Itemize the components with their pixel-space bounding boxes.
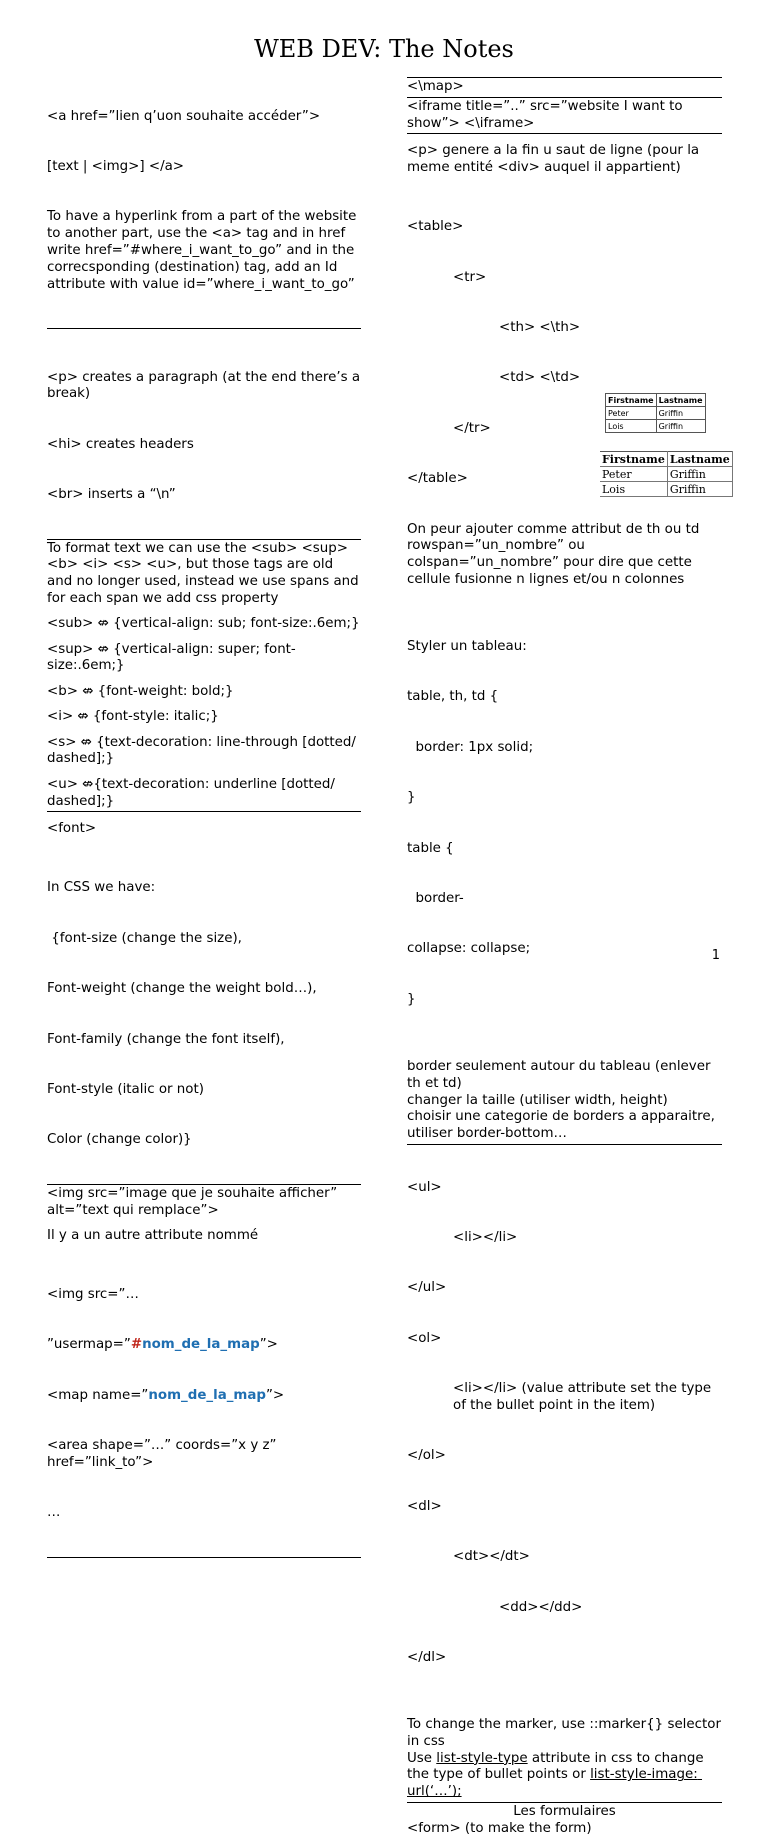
text-line: <br> inserts a “\n” <box>47 487 176 503</box>
table-cell: Griffin <box>656 407 705 420</box>
table-cell: Griffin <box>667 482 732 497</box>
table-cell: Lois <box>606 420 657 433</box>
text-line: Font-family (change the font itself), <box>47 1031 285 1047</box>
table-header: Lastname <box>656 394 705 407</box>
hyperlink-note <box>47 75 361 327</box>
page-title: WEB DEV: The Notes <box>254 35 514 63</box>
text-line: <hi> creates headers <box>47 436 194 452</box>
text-line: <tr> <box>453 269 487 285</box>
text-line: To have a hyperlink from a part of the website to another part, use the <a> tag and in href write href=”#where_i_want_to_go” and in the correcsponding (destination) tag, add an Id attribute with value id=”where_i_want_to_go” <box>47 209 361 292</box>
italic-note: <i> ⇎ {font-style: italic;} <box>47 709 219 725</box>
text-line: <p> creates a paragraph (at the end there’s a break) <box>47 369 365 402</box>
p-note: <p> genere a la fin u saut de ligne (pour la meme entité <div> auquel il appartient) <box>407 143 704 176</box>
table-example-bordered <box>605 393 706 433</box>
text-line: <ol> <box>407 1330 442 1346</box>
divider <box>47 811 361 812</box>
text-line: <td> <\td> <box>499 370 581 386</box>
rowspan-note: On peur ajouter comme attribut de th ou td rowspan=”un_nombre” ou colspan=”un_nombre” pour dire que cette cellule fusionne n lignes et/ou n colonnes <box>407 521 704 587</box>
text-line: Font-weight (change the weight bold…), <box>47 981 317 997</box>
text-line: border- <box>407 891 464 907</box>
text-line: <ul> <box>407 1179 442 1195</box>
underline-note: <u> ⇎{text-decoration: underline [dotted/ dashed];} <box>47 776 340 809</box>
text-line: } <box>407 790 416 806</box>
sup-note: <sup> ⇎ {vertical-align: super; font-size:.6em;} <box>47 641 296 674</box>
text-line: Color (change color)} <box>47 1132 192 1148</box>
divider <box>407 1802 722 1803</box>
paragraph-note <box>47 336 365 538</box>
table-example-collapsed <box>600 451 733 497</box>
text-line: … <box>47 1505 61 1521</box>
divider <box>47 1557 361 1558</box>
table-header: Lastname <box>667 452 732 467</box>
text-line: <li></li> (value attribute set the type of the bullet point in the item) <box>453 1381 716 1413</box>
text-line: <map name=”nom_de_la_map”> <box>47 1387 285 1403</box>
table-cell: Lois <box>600 482 667 497</box>
table-cell: Peter <box>600 467 667 482</box>
text-line: </ol> <box>407 1448 446 1464</box>
text-line: </tr> <box>453 420 491 436</box>
styler-code <box>407 606 597 1043</box>
text-line: ”usermap=”#nom_de_la_map”> <box>47 1337 278 1353</box>
text-line: </ul> <box>407 1280 447 1296</box>
iframe-note: <iframe title=”..” src=”website I want to show”> <\iframe> <box>407 98 687 131</box>
font-tag: <font> <box>47 821 97 837</box>
table-cell: Peter <box>606 407 657 420</box>
table-cell: Griffin <box>656 420 705 433</box>
list-style-note: Use list-style-type attribute in css to change the type of bullet points or list-style-image: url(‘…’); <box>407 1750 708 1800</box>
text-line: </dl> <box>407 1649 447 1665</box>
text-line: In CSS we have: <box>47 880 156 896</box>
table-header: Firstname <box>600 452 667 467</box>
divider <box>47 328 361 329</box>
text-line: } <box>407 991 416 1007</box>
text-line: <area shape=”…” coords=”x y z” href=”link_to”> <box>47 1438 281 1470</box>
text-line: <a href=”lien q’uon souhaite accéder”> <box>47 108 321 124</box>
autre-note: Il y a un autre attribute nommé <box>47 1227 259 1243</box>
section-heading-formulaires: Les formulaires <box>513 1804 616 1820</box>
map-close: <\map> <box>407 79 464 94</box>
text-line: Font-style (italic or not) <box>47 1081 204 1097</box>
divider <box>407 1144 722 1145</box>
img-note: <img src=”image que je souhaite afficher” alt=”text qui remplace”> <box>47 1185 342 1218</box>
bold-note: <b> ⇎ {font-weight: bold;} <box>47 683 234 699</box>
text-line: Styler un tableau: <box>407 639 527 655</box>
divider <box>407 77 722 78</box>
text-line: table { <box>407 840 454 856</box>
table-header: Firstname <box>606 394 657 407</box>
strike-note: <s> ⇎ {text-decoration: line-through [dotted/ dashed];} <box>47 734 361 767</box>
form-note: <form> (to make the form) <box>407 1820 592 1836</box>
sub-note: <sub> ⇎ {vertical-align: sub; font-size:.6em;} <box>47 616 360 632</box>
text-line: <img src=”… <box>47 1286 139 1302</box>
divider <box>407 97 722 98</box>
text-line: collapse: collapse; <box>407 941 531 957</box>
text-line: <dt></dt> <box>453 1549 530 1565</box>
table-cell: Griffin <box>667 467 732 482</box>
text-line: <dl> <box>407 1498 442 1514</box>
text-line: <table> <box>407 219 464 235</box>
left-column <box>47 75 365 1559</box>
text-line: table, th, td { <box>407 689 499 705</box>
text-line: </table> <box>407 471 468 487</box>
text-line: {font-size (change the size), <box>47 930 242 946</box>
right-column <box>407 75 726 1838</box>
list-code <box>407 1146 722 1700</box>
text-line: <th> <\th> <box>499 319 581 335</box>
border-notes: border seulement autour du tableau (enlever th et td) changer la taille (utiliser width, height) choisir une categorie de borders a apparaitre, utiliser border-bottom… <box>407 1059 715 1142</box>
text-line: <li></li> <box>453 1229 518 1245</box>
text-line: [text | <img>] </a> <box>47 158 185 174</box>
marker-note: To change the marker, use ::marker{} selector in css <box>407 1717 726 1749</box>
divider <box>407 133 722 134</box>
divider <box>47 1184 361 1185</box>
css-properties <box>47 847 361 1183</box>
text-line: border: 1px solid; <box>407 739 534 755</box>
map-code <box>47 1253 361 1555</box>
divider <box>47 539 361 540</box>
format-intro: To format text we can use the <sub> <sup> <b> <i> <s> <u>, but those tags are old and no longer used, instead we use spans and for each span we add css property <box>47 540 363 606</box>
page-number: 1 <box>711 948 720 963</box>
text-line: <dd></dd> <box>499 1599 583 1615</box>
